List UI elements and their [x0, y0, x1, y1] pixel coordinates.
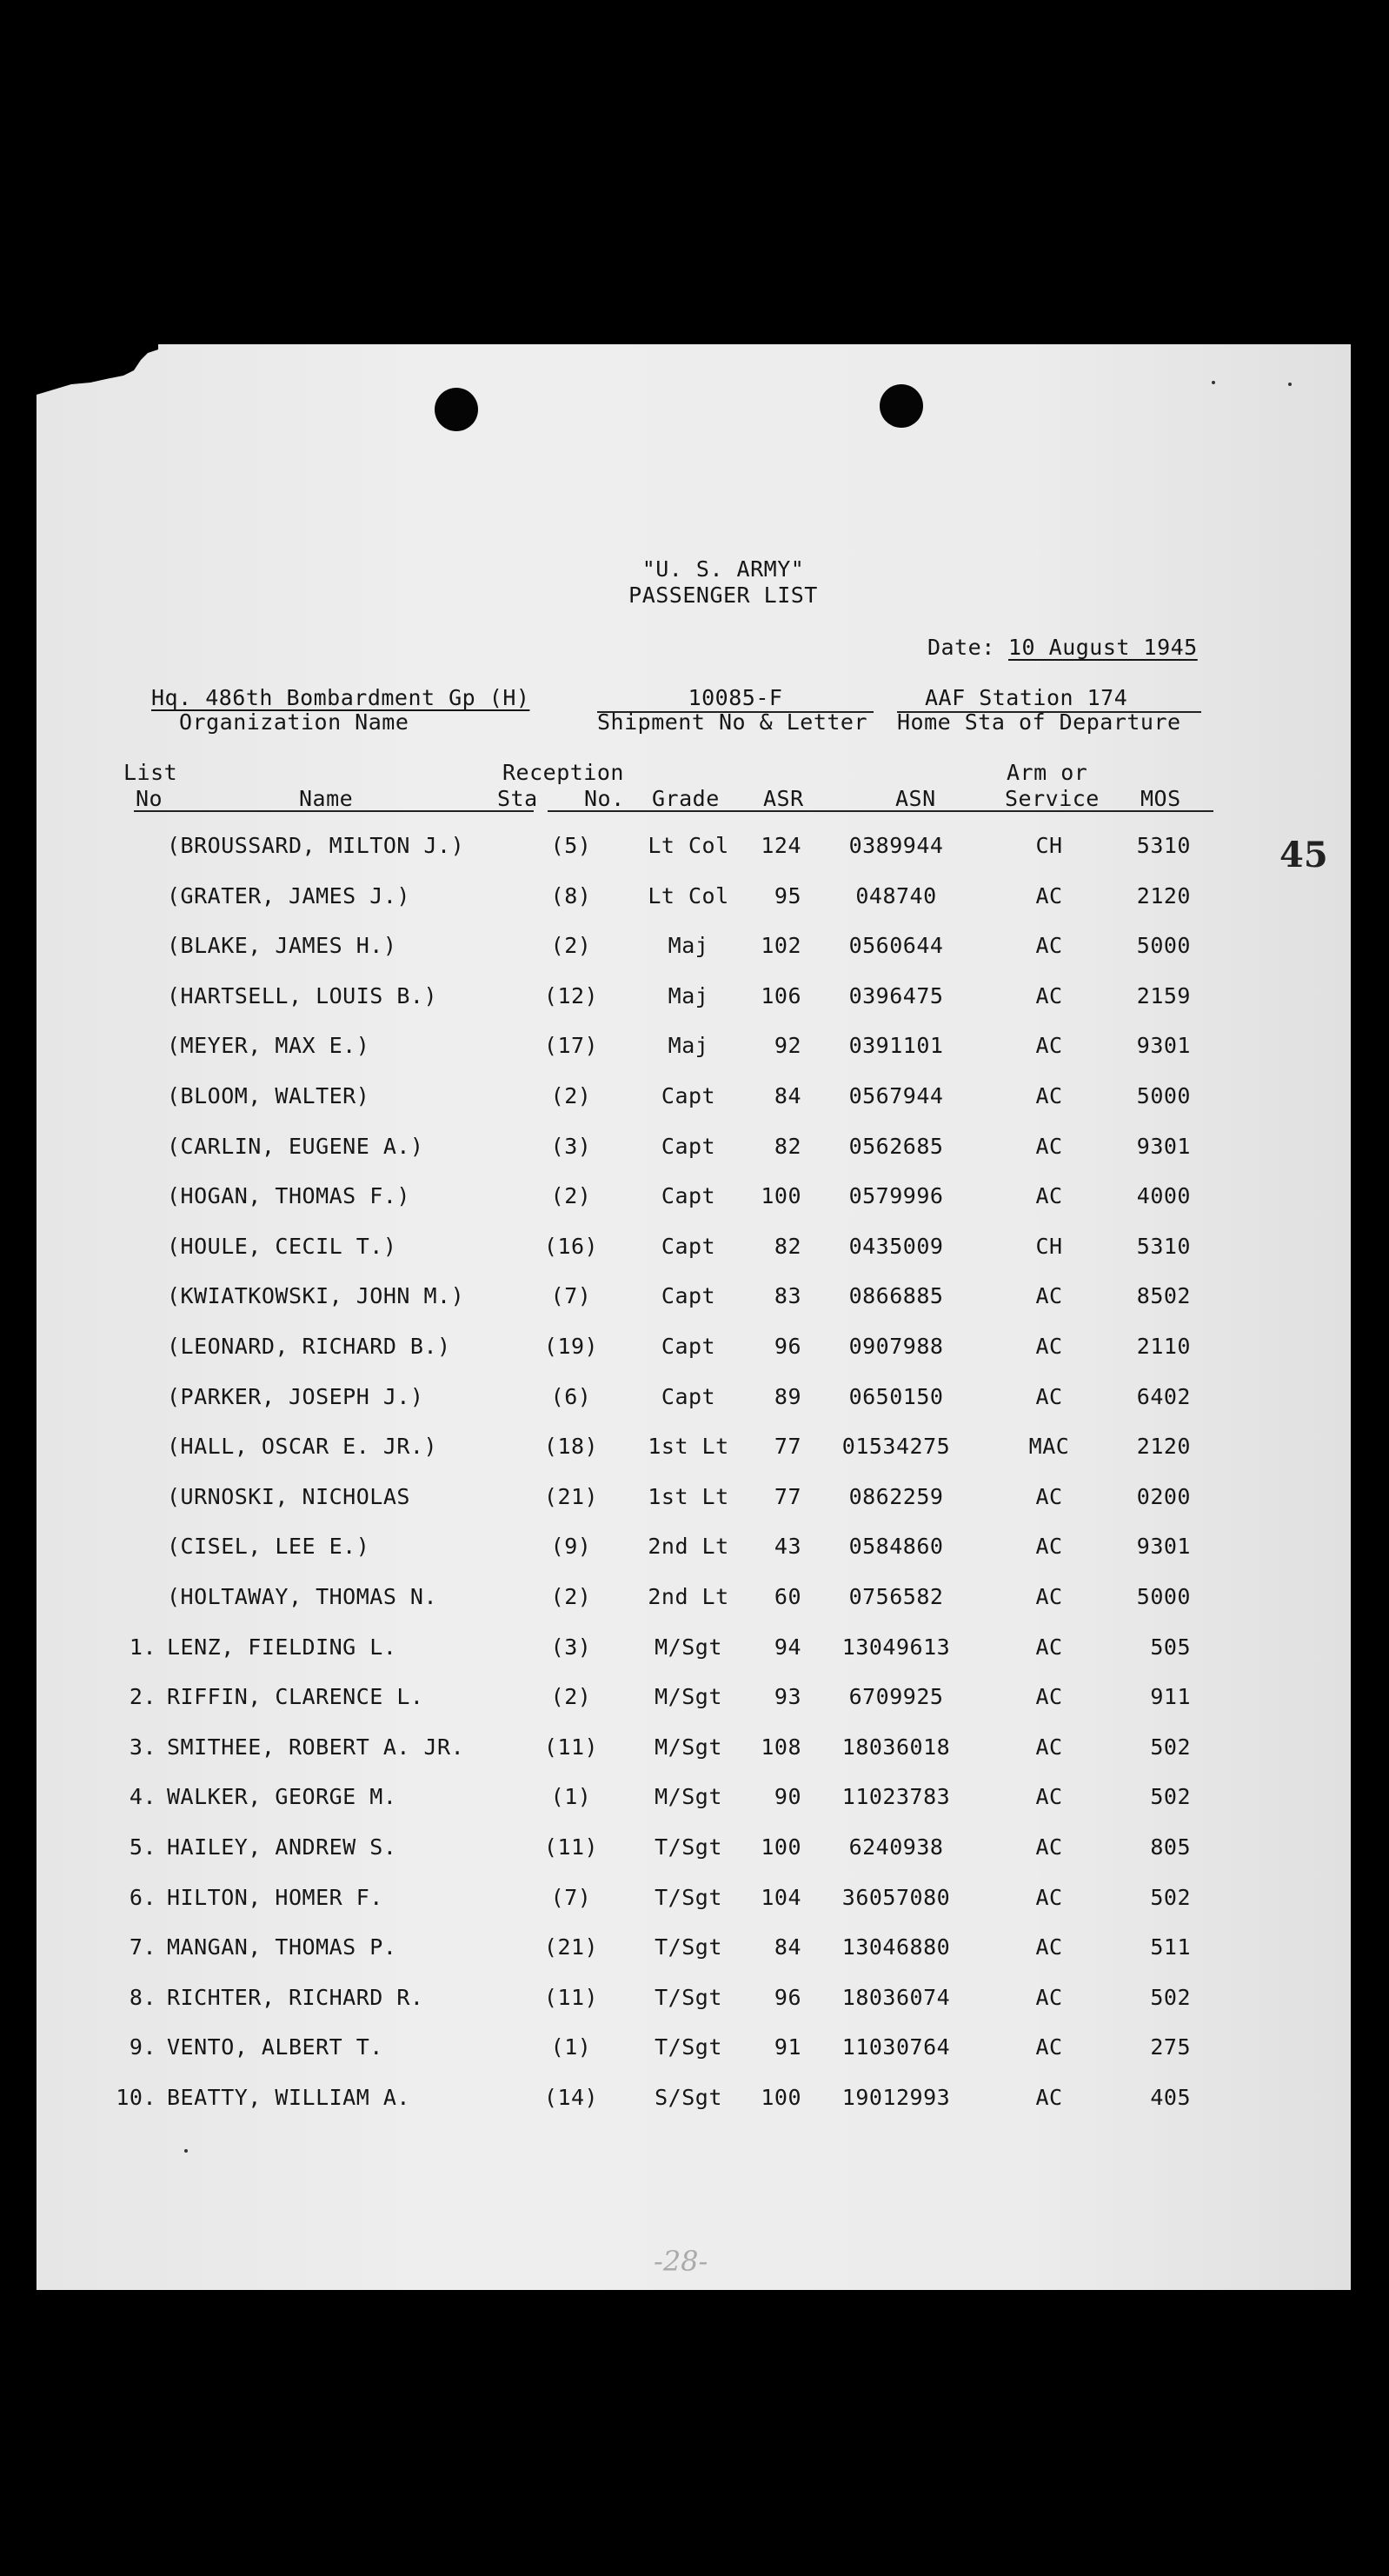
col-reception-sta: Sta [497, 786, 538, 811]
mos-cell: 2120 [1136, 882, 1191, 909]
reception-number-cell: (21) [543, 1934, 599, 1960]
grade-cell: Capt [661, 1133, 716, 1159]
list-number-cell: 3. [129, 1734, 156, 1760]
asr-cell: 100 [761, 2085, 801, 2110]
page-number: -28- [654, 2245, 708, 2278]
arm-or-service-cell: AC [1035, 982, 1063, 1008]
mos-cell: 502 [1150, 1784, 1191, 1810]
asn-cell: 0579996 [848, 1183, 944, 1209]
arm-or-service-cell: CH [1035, 1233, 1063, 1259]
reception-number-cell: (3) [550, 1133, 592, 1159]
col-name: Name [299, 786, 354, 811]
passenger-name-cell: (CISEL, LEE E.) [167, 1534, 370, 1560]
asn-cell: 0562685 [848, 1133, 944, 1159]
shipment-label: Shipment No & Letter [597, 709, 868, 735]
asr-cell: 96 [774, 1334, 801, 1359]
mos-cell: 5000 [1136, 1584, 1191, 1609]
grade-cell: Lt Col [648, 882, 729, 909]
arm-or-service-cell: AC [1035, 1133, 1063, 1159]
passenger-name-cell: MANGAN, THOMAS P. [167, 1934, 397, 1960]
asn-cell: 0396475 [848, 982, 944, 1008]
asn-cell: 0907988 [848, 1334, 944, 1359]
list-number-cell: 4. [129, 1784, 156, 1810]
asr-cell: 106 [761, 982, 801, 1008]
arm-or-service-cell: AC [1035, 2085, 1063, 2110]
mos-cell: 505 [1150, 1634, 1191, 1660]
mos-cell: 8502 [1136, 1283, 1191, 1309]
asr-cell: 104 [761, 1884, 801, 1910]
arm-or-service-cell: AC [1035, 1684, 1063, 1710]
arm-or-service-cell: AC [1035, 1033, 1063, 1059]
reception-number-cell: (16) [543, 1233, 599, 1259]
asn-cell: 36057080 [841, 1884, 951, 1910]
shipment-value: 10085-F [688, 685, 783, 710]
arm-or-service-cell: CH [1035, 833, 1063, 858]
mos-cell: 502 [1150, 1734, 1191, 1760]
grade-cell: M/Sgt [655, 1734, 722, 1760]
grade-cell: Capt [661, 1083, 716, 1108]
station-value: AAF Station 174 [925, 685, 1128, 710]
asn-cell: 0866885 [848, 1283, 944, 1309]
grade-cell: M/Sgt [655, 1684, 722, 1710]
asr-cell: 43 [774, 1534, 801, 1560]
speck [1212, 381, 1215, 384]
date-label: Date: [927, 635, 995, 660]
asn-cell: 0435009 [848, 1233, 944, 1259]
arm-or-service-cell: AC [1035, 1334, 1063, 1359]
station-label: Home Sta of Departure [897, 709, 1181, 735]
list-number-cell: 9. [129, 2034, 156, 2060]
asn-cell: 0567944 [848, 1083, 944, 1108]
passenger-name-cell: (HOGAN, THOMAS F.) [167, 1183, 410, 1209]
asn-cell: 0756582 [848, 1584, 944, 1609]
mos-cell: 5000 [1136, 1083, 1191, 1108]
header-underline-left [134, 810, 534, 812]
list-number-cell: 6. [129, 1884, 156, 1910]
arm-or-service-cell: AC [1035, 1834, 1063, 1860]
asr-cell: 90 [774, 1784, 801, 1810]
arm-or-service-cell: AC [1035, 2034, 1063, 2060]
asr-cell: 95 [774, 882, 801, 909]
arm-or-service-cell: AC [1035, 1383, 1063, 1409]
arm-or-service-cell: AC [1035, 1534, 1063, 1560]
passenger-name-cell: (GRATER, JAMES J.) [167, 882, 410, 909]
passenger-name-cell: (HOULE, CECIL T.) [167, 1233, 397, 1259]
asr-cell: 96 [774, 1984, 801, 2010]
reception-number-cell: (1) [550, 1784, 592, 1810]
arm-or-service-cell: AC [1035, 1083, 1063, 1108]
list-number-cell: 5. [129, 1834, 156, 1860]
mos-cell: 6402 [1136, 1383, 1191, 1409]
col-reception-top: Reception [502, 760, 624, 785]
reception-number-cell: (8) [550, 882, 592, 909]
passenger-name-cell: RIFFIN, CLARENCE L. [167, 1684, 424, 1710]
mos-cell: 9301 [1136, 1534, 1191, 1560]
passenger-name-cell: SMITHEE, ROBERT A. JR. [167, 1734, 465, 1760]
document-page [37, 344, 1351, 2290]
passenger-name-cell: (HARTSELL, LOUIS B.) [167, 982, 438, 1008]
mos-cell: 511 [1150, 1934, 1191, 1960]
col-mos: MOS [1140, 786, 1181, 811]
asn-cell: 0389944 [848, 833, 944, 858]
col-reception-no: No. [584, 786, 625, 811]
reception-number-cell: (9) [550, 1534, 592, 1560]
grade-cell: 1st Lt [648, 1483, 729, 1509]
grade-cell: Capt [661, 1233, 716, 1259]
mos-cell: 502 [1150, 1984, 1191, 2010]
asn-cell: 6240938 [848, 1834, 944, 1860]
grade-cell: S/Sgt [655, 2085, 722, 2110]
mos-cell: 2120 [1136, 1434, 1191, 1460]
arm-or-service-cell: AC [1035, 1784, 1063, 1810]
reception-number-cell: (17) [543, 1033, 599, 1059]
grade-cell: Maj [668, 1033, 709, 1059]
mos-cell: 5000 [1136, 933, 1191, 959]
col-arm: Service [1005, 786, 1100, 811]
asr-cell: 92 [774, 1033, 801, 1059]
grade-cell: Lt Col [648, 833, 729, 858]
punch-hole-left [435, 388, 478, 431]
passenger-name-cell: (CARLIN, EUGENE A.) [167, 1133, 424, 1159]
list-number-cell: 10. [116, 2085, 156, 2110]
reception-number-cell: (1) [550, 2034, 592, 2060]
mos-cell: 275 [1150, 2034, 1191, 2060]
speck [1288, 383, 1292, 386]
passenger-name-cell: RICHTER, RICHARD R. [167, 1984, 424, 2010]
asr-cell: 60 [774, 1584, 801, 1609]
passenger-name-cell: (URNOSKI, NICHOLAS [167, 1483, 410, 1509]
mos-cell: 0200 [1136, 1483, 1191, 1509]
reception-number-cell: (14) [543, 2085, 599, 2110]
mos-cell: 9301 [1136, 1133, 1191, 1159]
asr-cell: 91 [774, 2034, 801, 2060]
reception-number-cell: (6) [550, 1383, 592, 1409]
passenger-name-cell: (BROUSSARD, MILTON J.) [167, 833, 465, 858]
asn-cell: 13046880 [841, 1934, 951, 1960]
asn-cell: 01534275 [841, 1434, 951, 1460]
asr-cell: 100 [761, 1183, 801, 1209]
grade-cell: Capt [661, 1283, 716, 1309]
date-value: 10 August 1945 [1008, 635, 1198, 660]
asn-cell: 0862259 [848, 1483, 944, 1509]
reception-number-cell: (11) [543, 1984, 599, 2010]
asn-cell: 11023783 [841, 1784, 951, 1810]
grade-cell: Capt [661, 1334, 716, 1359]
asr-cell: 82 [774, 1233, 801, 1259]
passenger-name-cell: HILTON, HOMER F. [167, 1884, 383, 1910]
asr-cell: 83 [774, 1283, 801, 1309]
grade-cell: 2nd Lt [648, 1584, 729, 1609]
asn-cell: 11030764 [841, 2034, 951, 2060]
asr-cell: 77 [774, 1434, 801, 1460]
grade-cell: Maj [668, 982, 709, 1008]
asr-cell: 94 [774, 1634, 801, 1660]
asr-cell: 84 [774, 1934, 801, 1960]
passenger-name-cell: (LEONARD, RICHARD B.) [167, 1334, 451, 1359]
reception-number-cell: (11) [543, 1734, 599, 1760]
asr-cell: 108 [761, 1734, 801, 1760]
arm-or-service-cell: AC [1035, 1884, 1063, 1910]
mos-cell: 9301 [1136, 1033, 1191, 1059]
mos-cell: 405 [1150, 2085, 1191, 2110]
grade-cell: T/Sgt [655, 1834, 722, 1860]
asr-cell: 102 [761, 933, 801, 959]
reception-number-cell: (19) [543, 1334, 599, 1359]
list-number-cell: 8. [129, 1984, 156, 2010]
arm-or-service-cell: AC [1035, 1183, 1063, 1209]
asn-cell: 0560644 [848, 933, 944, 959]
arm-or-service-cell: AC [1035, 1984, 1063, 2010]
grade-cell: T/Sgt [655, 1884, 722, 1910]
asn-cell: 048740 [855, 882, 937, 909]
col-list-no: No [136, 786, 163, 811]
asr-cell: 100 [761, 1834, 801, 1860]
arm-or-service-cell: AC [1035, 882, 1063, 909]
list-number-cell: 7. [129, 1934, 156, 1960]
arm-or-service-cell: MAC [1028, 1434, 1070, 1460]
asn-cell: 6709925 [848, 1684, 944, 1710]
mos-cell: 911 [1150, 1684, 1191, 1710]
passenger-name-cell: BEATTY, WILLIAM A. [167, 2085, 410, 2110]
reception-number-cell: (7) [550, 1884, 592, 1910]
document-subtitle: PASSENGER LIST [628, 582, 818, 608]
col-asr: ASR [763, 786, 804, 811]
grade-cell: M/Sgt [655, 1784, 722, 1810]
speck [184, 2149, 188, 2153]
passenger-name-cell: VENTO, ALBERT T. [167, 2034, 383, 2060]
reception-number-cell: (7) [550, 1283, 592, 1309]
organization-name-value: Hq. 486th Bombardment Gp (H) [151, 685, 530, 710]
arm-or-service-cell: AC [1035, 1483, 1063, 1509]
torn-corner [37, 344, 158, 396]
reception-number-cell: (2) [550, 933, 592, 959]
punch-hole-right [880, 384, 923, 428]
grade-cell: 2nd Lt [648, 1534, 729, 1560]
passenger-name-cell: WALKER, GEORGE M. [167, 1784, 397, 1810]
reception-number-cell: (12) [543, 982, 599, 1008]
passenger-name-cell: (PARKER, JOSEPH J.) [167, 1383, 424, 1409]
grade-cell: T/Sgt [655, 2034, 722, 2060]
col-arm-top: Arm or [1007, 760, 1088, 785]
asn-cell: 0584860 [848, 1534, 944, 1560]
list-number-cell: 1. [129, 1634, 156, 1660]
reception-number-cell: (18) [543, 1434, 599, 1460]
passenger-name-cell: (KWIATKOWSKI, JOHN M.) [167, 1283, 465, 1309]
asn-cell: 18036074 [841, 1984, 951, 2010]
asn-cell: 19012993 [841, 2085, 951, 2110]
mos-cell: 805 [1150, 1834, 1191, 1860]
asr-cell: 77 [774, 1483, 801, 1509]
passenger-name-cell: (BLAKE, JAMES H.) [167, 933, 397, 959]
passenger-name-cell: LENZ, FIELDING L. [167, 1634, 397, 1660]
mos-cell: 2110 [1136, 1334, 1191, 1359]
grade-cell: T/Sgt [655, 1934, 722, 1960]
asr-cell: 93 [774, 1684, 801, 1710]
mos-cell: 5310 [1136, 1233, 1191, 1259]
arm-or-service-cell: AC [1035, 1734, 1063, 1760]
col-grade: Grade [652, 786, 720, 811]
header-underline-right [548, 810, 1213, 812]
reception-number-cell: (2) [550, 1584, 592, 1609]
mos-cell: 2159 [1136, 982, 1191, 1008]
reception-number-cell: (3) [550, 1634, 592, 1660]
passenger-name-cell: (MEYER, MAX E.) [167, 1033, 370, 1059]
arm-or-service-cell: AC [1035, 1584, 1063, 1609]
asn-cell: 18036018 [841, 1734, 951, 1760]
passenger-name-cell: (HOLTAWAY, THOMAS N. [167, 1584, 438, 1609]
reception-number-cell: (11) [543, 1834, 599, 1860]
passenger-name-cell: (BLOOM, WALTER) [167, 1083, 370, 1108]
grade-cell: Maj [668, 933, 709, 959]
arm-or-service-cell: AC [1035, 1283, 1063, 1309]
passenger-name-cell: (HALL, OSCAR E. JR.) [167, 1434, 438, 1460]
reception-number-cell: (2) [550, 1083, 592, 1108]
asr-cell: 89 [774, 1383, 801, 1409]
grade-cell: M/Sgt [655, 1634, 722, 1660]
arm-or-service-cell: AC [1035, 1634, 1063, 1660]
list-number-cell: 2. [129, 1684, 156, 1710]
asn-cell: 0650150 [848, 1383, 944, 1409]
reception-number-cell: (21) [543, 1483, 599, 1509]
reception-number-cell: (2) [550, 1684, 592, 1710]
mos-cell: 5310 [1136, 833, 1191, 858]
col-asn: ASN [895, 786, 936, 811]
reception-number-cell: (2) [550, 1183, 592, 1209]
document-title: "U. S. ARMY" [641, 556, 805, 582]
grade-cell: 1st Lt [648, 1434, 729, 1460]
organization-name-label: Organization Name [179, 709, 409, 735]
grade-cell: Capt [661, 1383, 716, 1409]
mos-cell: 4000 [1136, 1183, 1191, 1209]
asr-cell: 82 [774, 1133, 801, 1159]
reception-number-cell: (5) [550, 833, 592, 858]
passenger-name-cell: HAILEY, ANDREW S. [167, 1834, 397, 1860]
grade-cell: Capt [661, 1183, 716, 1209]
asr-cell: 84 [774, 1083, 801, 1108]
asr-cell: 124 [761, 833, 801, 858]
asn-cell: 0391101 [848, 1033, 944, 1059]
col-list-no-top: List [123, 760, 178, 785]
mos-cell: 502 [1150, 1884, 1191, 1910]
arm-or-service-cell: AC [1035, 933, 1063, 959]
archive-stamp-number: 45 [1279, 835, 1328, 875]
grade-cell: T/Sgt [655, 1984, 722, 2010]
asn-cell: 13049613 [841, 1634, 951, 1660]
arm-or-service-cell: AC [1035, 1934, 1063, 1960]
